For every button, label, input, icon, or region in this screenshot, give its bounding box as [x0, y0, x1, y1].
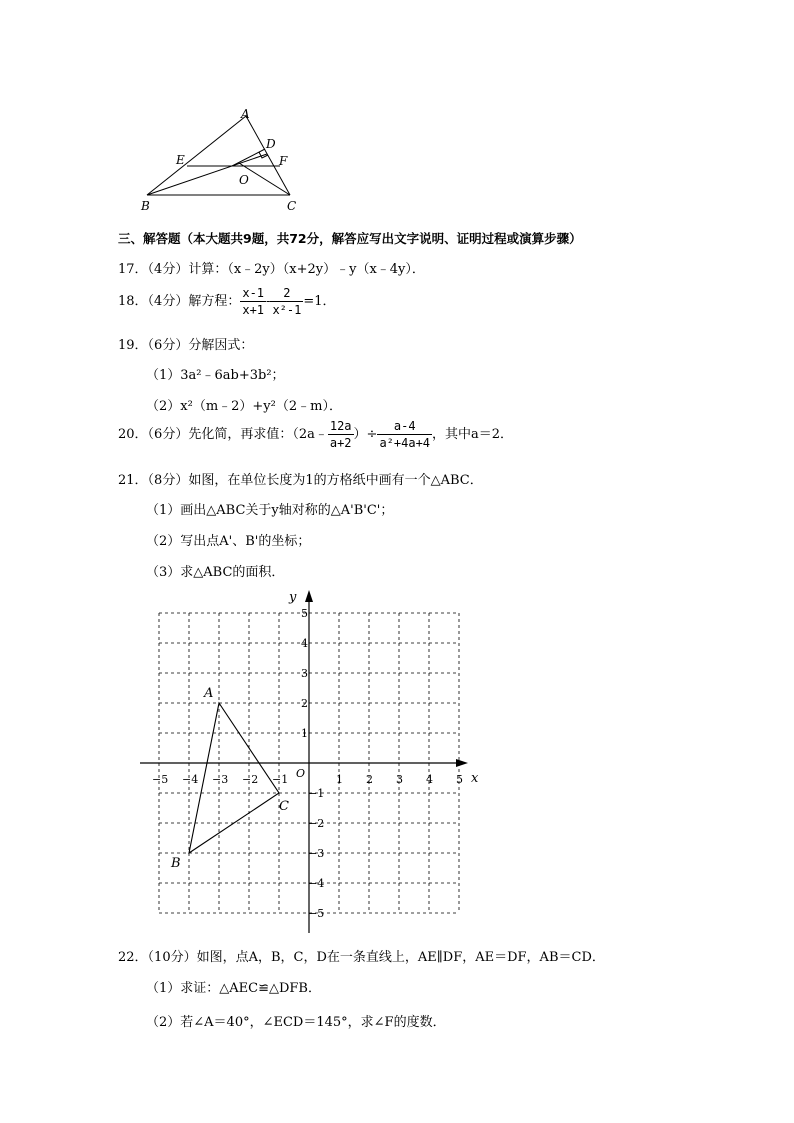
point-label-C: C [279, 799, 289, 814]
q22-number: 22． [118, 950, 148, 965]
q19-part-1: （1）3a²﹣6ab+3b²； [146, 368, 285, 383]
y-axis-label: y [289, 590, 297, 605]
q19-points: （6分） [147, 338, 189, 353]
label-A: A [241, 107, 250, 121]
q18-points: （4分） [147, 294, 189, 309]
question-22 [118, 946, 605, 965]
y-tick-label: 5 [301, 607, 308, 620]
label-D: D [266, 137, 276, 151]
q18-fraction-1: $\frac{x-1}{x+1}$ [242, 286, 265, 317]
x-tick-label: −4 [182, 773, 199, 786]
q21-part-1: （1）画出△ABC关于y轴对称的△A'B'C'； [146, 503, 394, 518]
q21-part-2: （2）写出点A'、B'的坐标； [146, 534, 311, 549]
y-tick-label: 3 [301, 667, 308, 680]
x-tick-label: −5 [152, 773, 169, 786]
q18-minus: - [266, 294, 271, 309]
x-tick-label: −2 [242, 773, 259, 786]
y-tick-label: −3 [308, 847, 325, 860]
question-17 [118, 258, 425, 277]
x-tick-label: −3 [212, 773, 229, 786]
x-axis-label: x [471, 771, 479, 786]
q18-tail: =1． [303, 294, 336, 309]
q17-points: （4分） [147, 262, 189, 277]
x-tick-label: 4 [426, 773, 433, 786]
x-tick-label: 5 [456, 773, 463, 786]
triangle-figure [135, 104, 305, 214]
x-tick-label: 2 [366, 773, 373, 786]
y-tick-label: −1 [308, 787, 325, 800]
triangle-abc [189, 703, 279, 853]
q20-fraction-1: $\frac{12a}{a+2}$ [329, 419, 352, 450]
label-C: C [287, 199, 297, 213]
x-tick-label: 1 [336, 773, 343, 786]
q22-part-1: （1）求证：△AEC≌△DFB． [146, 981, 321, 996]
y-tick-label: 4 [301, 637, 308, 650]
question-19 [118, 334, 253, 353]
question-18 [118, 285, 336, 318]
q19-number: 19． [118, 338, 148, 353]
q17-number: 17． [118, 262, 148, 277]
origin-label: O [296, 767, 306, 780]
y-tick-label: 2 [301, 697, 308, 710]
q20-points: （6分） [147, 427, 189, 442]
label-B: B [141, 199, 150, 213]
q20-fraction-2: $\frac{a-4}{\text{a²+4a+4}}$ [379, 419, 431, 450]
q18-text: 解方程： [188, 294, 241, 309]
y-tick-label: −5 [308, 907, 325, 920]
q20-text: 先化简，再求值：（2a﹣ [188, 427, 328, 442]
q20-number: 20． [118, 427, 148, 442]
label-O: O [239, 173, 249, 187]
x-axis-arrow [456, 759, 468, 767]
q22-text: 如图，点A，B，C，D在一条直线上，AE∥DF，AE＝DF，AB＝CD． [196, 950, 605, 965]
q22-points: （10分） [147, 950, 197, 965]
q20-mid: ）÷ [353, 427, 378, 442]
y-axis-arrow [305, 590, 313, 602]
coordinate-grid-figure [0, 585, 794, 935]
q17-text: 计算：（x﹣2y）（x+2y）﹣y（x﹣4y）． [188, 262, 425, 277]
q20-tail: ，其中a＝2． [432, 427, 514, 442]
question-20 [118, 418, 513, 451]
label-E: E [176, 153, 185, 167]
section-heading: 三、解答题（本大题共9题，共72分，解答应写出文字说明、证明过程或演算步骤） [118, 231, 582, 246]
q18-number: 18． [118, 294, 148, 309]
q21-part-3: （3）求△ABC的面积． [146, 565, 285, 580]
q19-text: 分解因式： [188, 338, 254, 353]
label-F: F [279, 154, 288, 168]
question-21 [118, 469, 483, 488]
y-tick-label: 1 [301, 727, 308, 740]
point-label-A: A [204, 686, 214, 701]
x-tick-label: 3 [396, 773, 403, 786]
q21-text: 如图，在单位长度为1的方格纸中画有一个△ABC． [188, 473, 483, 488]
q22-part-2: （2）若∠A＝40°，∠ECD＝145°，求∠F的度数． [146, 1015, 446, 1030]
q19-part-2: （2）x²（m﹣2）+y²（2﹣m）． [146, 399, 342, 414]
q21-number: 21． [118, 473, 148, 488]
y-tick-label: −4 [308, 877, 325, 890]
point-label-B: B [171, 856, 181, 871]
q21-points: （8分） [147, 473, 189, 488]
x-tick-label: −1 [272, 773, 289, 786]
y-tick-label: −2 [308, 817, 325, 830]
q18-fraction-2: $\frac{2}{\text{x²-1}}$ [272, 286, 302, 317]
